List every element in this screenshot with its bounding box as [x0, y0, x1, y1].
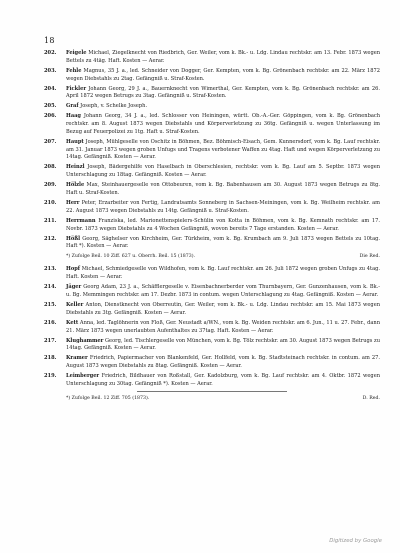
footnote-a [44, 253, 380, 260]
entry-description: Johann Georg, 29 J. a., Bauernknecht von Wimerthal, Ger. Kempten, vom k. Bg. Grönenbach rechtskr. am 26. April 1872 wegen Betrugs zu 3tag. Gefängniß u. Straf-Kosten. [66, 85, 380, 100]
entry-surname: Feigele [66, 50, 87, 56]
entry-surname: Kett [66, 319, 79, 326]
register-entry [44, 68, 380, 83]
footnote-signature: Die Red. [359, 254, 380, 260]
register-entry [44, 86, 380, 101]
entry-surname: Jäger [66, 284, 82, 291]
entry-group-b [44, 266, 380, 388]
entry-description: Johann Georg, 34 J. a., led. Schlosser von Heiningen, württ. Ob.-A.-Ger. Göppingen, vom k. Bg. Grönenbach rechtskr. am 8. August 1873 wegen Diebstahls und Körperverletzung zu 36tg. Gefängniß u. wegen Unterlassung im Bezug auf Feuerpolizei zu 1tg. Haft u. Straf-Kosten. [66, 113, 381, 135]
entry-surname: Hölzle [66, 182, 85, 189]
register-entry [44, 236, 380, 251]
entry-description: Michael, Schmiedgeselle von Wildhofen, vom k. Bg. Lauf rechtskr. am 26. Juli 1872 wegen groben Unfugs zu 4tag. Haft. Kosten — Aerar. [66, 266, 380, 281]
register-entry [44, 284, 380, 299]
entry-description: Peter, Erzarbeiter von Fertig, Landratsamts Sonneberg in Sachsen-Meiningen, vom k. Bg. Weilheim rechtskr. am 22. August 1873 wegen Diebstahls zu 14tg. Gefängniß u. Straf-Kosten. [66, 200, 380, 214]
entry-number: 211. [44, 217, 57, 224]
entry-number: 205. [44, 103, 57, 110]
register-entry [44, 103, 380, 111]
register-entry [44, 113, 380, 136]
entry-surname: Kramer [66, 355, 88, 362]
entry-number: 209. [44, 182, 57, 189]
entry-surname: Heinzl [66, 164, 85, 171]
entry-number: 204. [44, 85, 57, 92]
register-entry [44, 164, 380, 179]
register-entry [44, 218, 380, 233]
entry-number: 202. [44, 50, 57, 56]
entry-description: Joseph, v. Schelke Joseph. [80, 103, 148, 110]
entry-description: Georg, Säghelser von Kirchheim, Ger. Türkheim, vom k. Bg. Krumbach am 9. Juli 1873 wegen Bettels zu 10tag. Haft *). Kosten — Aerar. [66, 235, 381, 250]
entry-number: 217. [44, 337, 57, 344]
entry-number: 218. [44, 355, 57, 362]
register-entry [44, 355, 380, 370]
page-number: 18 [44, 36, 55, 45]
entry-number: 210. [44, 200, 57, 207]
entry-surname: Fehle [66, 67, 82, 74]
footnote-text: *) Zufolge Beil. 10 Ziff. 627 u. Oberrh. Beil. 15 (1873). [66, 254, 196, 260]
entry-surname: Klughammer [66, 337, 104, 344]
digitized-watermark: Digitized by Google [329, 538, 382, 544]
entry-number: 207. [44, 138, 57, 145]
entry-description: Friedrich, Papiermacher von Blankenfeld, Ger. Hollfeld, vom k. Bg. Stadtsteinach rechtskr. in contum. am 27. August 1873 wegen Diebstahls zu 8tag. Gefängniß. Kosten — Aerar. [66, 355, 381, 370]
register-entry [44, 200, 380, 215]
entry-description: Anton, Dienstknecht von Oberreutin, Ger. Weiler, vom k. Bk.- u. Ldg. Lindau rechtskr. am 15. Mai 1873 wegen Diebstahls zu 3tg. Gefängniß. Kosten — Aerar. [66, 302, 380, 316]
entry-description: Michael, Ziegelknecht von Riedbrich, Ger. Weiler, vom k. Bk.- u. Ldg. Lindau rechtskr. am 13. Febr. 1873 wegen Bettels zu 4täg. Haft. Kosten — Aerar. [66, 50, 380, 64]
entry-number: 208. [44, 164, 57, 171]
entry-group-a [44, 50, 380, 251]
footnote-divider [137, 391, 287, 392]
entry-surname: Herrmann [66, 217, 96, 224]
entry-surname: Haupt [66, 138, 84, 145]
entry-surname: Haag [66, 113, 81, 120]
entry-surname: Leimberger [66, 373, 100, 380]
entry-description: Georg, led. Tischlergeselle von München, vom k. Bg. Tölz rechtskr. am 30. August 1873 wegen Betrugs zu 14tag. Gefängniß. Kosten — Aerar. [66, 337, 380, 352]
footnote-text: *) Zufolge Beil. 12 Ziff. 705 (1873). [66, 396, 150, 402]
register-entry [44, 139, 380, 162]
register-entry [44, 182, 380, 197]
entry-surname: Herr [66, 200, 80, 207]
entry-description: Joseph, Bädergehilfe von Haselbach in Oberschlesien, rechtskr. vom k. Bg. Lauf am 5. Septbr. 1873 wegen Unterschlagung zu 18tag. Gefängniß. Kosten — Aerar. [66, 164, 380, 179]
entry-surname: Hößl [66, 235, 81, 242]
entry-surname: Keller [66, 302, 84, 309]
entry-surname: Fickler [66, 85, 87, 92]
entry-description: Friedrich, Bildhauer von Roßstall, Ger. Kadolzburg, vom k. Bg. Lauf rechtskr. am 4. Oktbr. 1872 wegen Unterschlagung zu 30tag. Gefängniß *). Kosten — Aerar. [66, 373, 380, 387]
register-entry [44, 50, 380, 65]
entry-number: 215. [44, 302, 57, 309]
entry-number: 213. [44, 266, 57, 273]
entry-list [44, 50, 380, 408]
entry-description: Franziska, led. Marionettenspielers-Schülin von Kotta in Böhmen, vom k. Bg. Kemnath rechtskr. am 17. Novbr. 1873 wegen Diebstahls zu 4 Wochen Gefängniß, wovon bereits 7 Tage erstanden. Kosten — Aerar. [66, 217, 381, 232]
entry-description: Max, Steinhauergeselle von Ottobeuren, vom k. Bg. Babenhausen am 30. August 1873 wegen Betrugs zu 8tg. Haft u. Straf-Kosten. [66, 182, 380, 196]
entry-description: Magnus, 35 J. a., led. Schneider von Dogger, Ger. Kempten, vom k. Bg. Grönenbach rechtskr. am 22. März 1872 wegen Diebstahls zu 2tag. Gefängniß u. Straf-Kosten. [66, 67, 380, 82]
register-entry [44, 320, 380, 335]
entry-surname: Hopf [66, 266, 80, 273]
register-entry [44, 266, 380, 281]
register-entry [44, 373, 380, 388]
entry-number: 216. [44, 319, 57, 326]
footnote-signature: D. Red. [362, 396, 380, 402]
entry-description: Joseph, Mühlgeselle von Oschitz in Böhmen, Bez. Böhmisch-Eisach, Gem. Kunnersdorf, vom k. Bg. Lauf rechtskr. am 31. Januar 1873 wegen groben Unfugs und Tragens verbotener Waffen zu 4tag. Haft und wegen Körperverletzung zu 14tag. Gefängniß. Kosten — Aerar. [66, 138, 380, 161]
entry-number: 206. [44, 113, 57, 120]
entry-number: 212. [44, 235, 57, 242]
entry-number: 219. [44, 373, 57, 380]
entry-surname: Graf [66, 103, 79, 110]
entry-description: Georg Adam, 23 J. a., Schäfflergeselle v. Eisenbachnerberder vom Thurnbayern, Ger. Gunzenhausen, vom k. Bk.- u. Bg. Memmingen rechtskr. am 17. Dezbr. 1873 in contum. wegen Unterschlagung zu 4tag. Gefängniß. Kosten — Aerar. [66, 284, 380, 298]
entry-number: 203. [44, 67, 57, 74]
register-entry [44, 338, 380, 353]
register-entry [44, 302, 380, 317]
footnote-b [44, 395, 380, 402]
entry-number: 214. [44, 284, 57, 291]
entry-description: Anna, led. Taglöhnerin von Floß, Ger. Neustadt a/WN., vom k. Bg. Weiden rechtskr. am 6. Jun., 11 u. 27. Febr., dann 21. März 1873 wegen unerlaubten Aufenthaltes zu 37tag. Haft. Kosten — Aerar. [66, 319, 380, 334]
